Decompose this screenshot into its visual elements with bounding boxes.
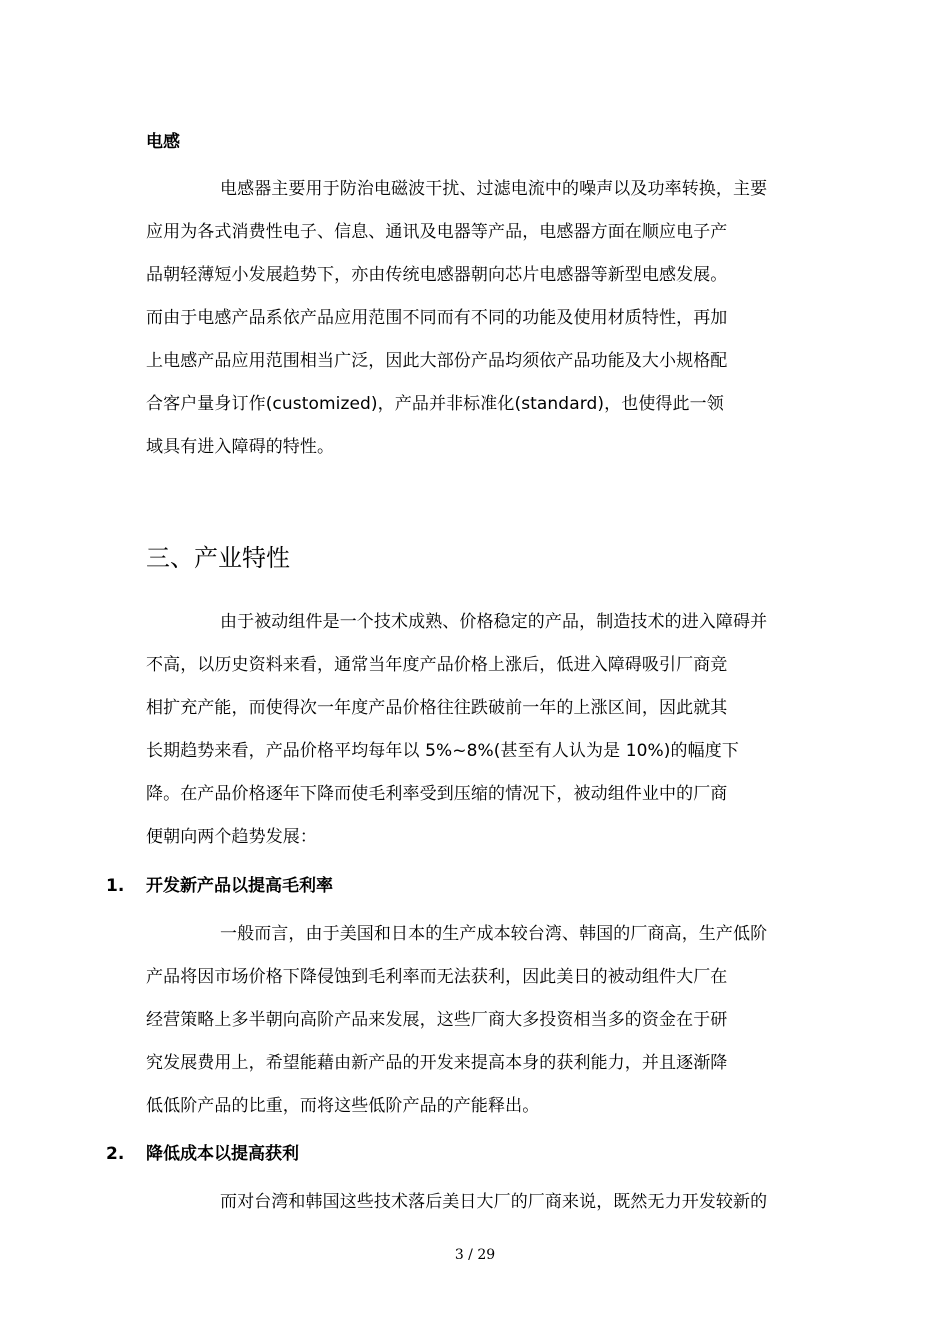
paragraph-line: 降。在产品价格逐年下降而使毛利率受到压缩的情况下，被动组件业中的厂商 [146,784,728,804]
list-number: 2. [106,1144,125,1164]
list-heading-text: 开发新产品以提高毛利率 [146,876,333,896]
paragraph-line: 长期趋势来看，产品价格平均每年以 5%~8%(甚至有人认为是 10%)的幅度下 [146,741,739,761]
paragraph-line: 上电感产品应用范围相当广泛，因此大部份产品均须依产品功能及大小规格配 [146,351,728,371]
paragraph-line: 应用为各式消费性电子、信息、通讯及电器等产品，电感器方面在顺应电子产 [146,222,728,242]
paragraph-line: 电感器主要用于防治电磁波干扰、过滤电流中的噪声以及功率转换，主要 [220,179,768,199]
inductor-paragraph [146,168,806,469]
paragraph-line: 品朝轻薄短小发展趋势下，亦由传统电感器朝向芯片电感器等新型电感发展。 [146,265,728,285]
page-number: 3 / 29 [454,1247,496,1263]
list-number: 1. [106,876,125,896]
inductor-heading: 电感 [146,132,180,152]
item2-paragraph [146,1181,806,1224]
paragraph-line: 便朝向两个趋势发展： [146,827,317,847]
item1-paragraph [146,913,806,1128]
numbered-heading-1 [106,874,806,898]
section3-paragraph [146,601,806,859]
paragraph-line: 域具有进入障碍的特性。 [146,437,335,457]
section-heading: 三、产业特性 [146,544,290,572]
paragraph-line: 由于被动组件是一个技术成熟、价格稳定的产品，制造技术的进入障碍并 [220,612,768,632]
paragraph-line: 合客户量身订作(customized)，产品并非标准化(standard)，也使得此一领 [146,394,724,414]
paragraph-line: 而对台湾和韩国这些技术落后美日大厂的厂商来说，既然无力开发较新的 [220,1192,768,1212]
paragraph-line: 低低阶产品的比重，而将这些低阶产品的产能释出。 [146,1096,540,1116]
paragraph-line: 不高，以历史资料来看，通常当年度产品价格上涨后，低进入障碍吸引厂商竞 [146,655,728,675]
list-heading-text: 降低成本以提高获利 [146,1144,299,1164]
paragraph-line: 相扩充产能，而使得次一年度产品价格往往跌破前一年的上涨区间，因此就其 [146,698,728,718]
paragraph-line: 究发展费用上，希望能藉由新产品的开发来提高本身的获利能力，并且逐渐降 [146,1053,728,1073]
numbered-heading-2 [106,1142,806,1166]
paragraph-line: 产品将因市场价格下降侵蚀到毛利率而无法获利，因此美日的被动组件大厂在 [146,967,728,987]
paragraph-line: 一般而言，由于美国和日本的生产成本较台湾、韩国的厂商高，生产低阶 [220,924,768,944]
paragraph-line: 经营策略上多半朝向高阶产品来发展，这些厂商大多投资相当多的资金在于研 [146,1010,728,1030]
paragraph-line: 而由于电感产品系依产品应用范围不同而有不同的功能及使用材质特性，再加 [146,308,728,328]
